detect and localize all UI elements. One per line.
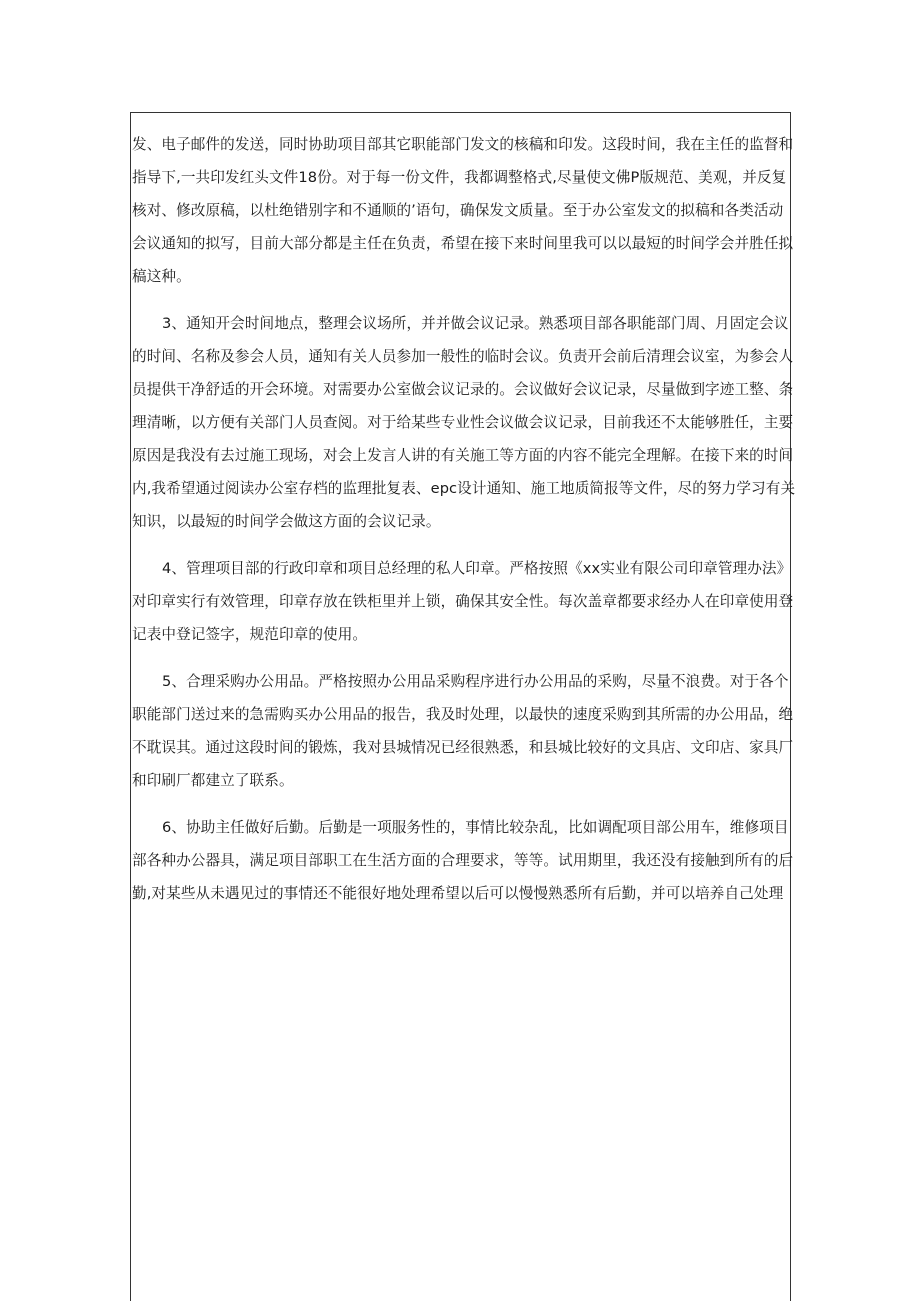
paragraph-continuation <box>132 128 794 293</box>
text-line: 核对、修改原稿，以杜绝错别字和不通顺的’语句，确保发文质量。至于办公室发文的拟稿和各类活动 <box>132 202 784 219</box>
text-line: 稿这种。 <box>132 268 191 285</box>
text-line: 记表中登记签字，规范印章的使用。 <box>132 626 368 643</box>
text-line: 3、通知开会时间地点，整理会议场所，并并做会议记录。熟悉项目部各职能部门周、月固定会议 <box>162 315 789 332</box>
text-line: 发、电子邮件的发送，同时协助项目部其它职能部门发文的核稿和印发。这段时间，我在主任的监督和 <box>132 136 794 153</box>
document-body <box>132 128 794 924</box>
text-line: 勤,对某些从未遇见过的事情还不能很好地处理希望以后可以慢慢熟悉所有后勤，并可以培养自己处理 <box>132 885 784 902</box>
text-line: 原因是我没有去过施工现场，对会上发言人讲的有关施工等方面的内容不能完全理解。在接下来的时间 <box>132 447 794 464</box>
text-line: 6、协助主任做好后勤。后勤是一项服务性的，事情比较杂乱，比如调配项目部公用车，维修项目 <box>162 819 789 836</box>
text-line: 5、合理采购办公用品。严格按照办公用品采购程序进行办公用品的采购，尽量不浪费。对于各个 <box>162 673 789 690</box>
text-line: 理清晰，以方便有关部门人员查阅。对于给某些专业性会议做会议记录，目前我还不太能够胜任，主要 <box>132 414 794 431</box>
text-line: 知识，以最短的时间学会做这方面的会议记录。 <box>132 513 441 530</box>
text-line: 会议通知的拟写，目前大部分都是主任在负责，希望在接下来时间里我可以以最短的时间学会并胜任拟 <box>132 235 794 252</box>
text-line: 部各种办公器具，满足项目部职工在生活方面的合理要求，等等。试用期里，我还没有接触到所有的后 <box>132 852 794 869</box>
paragraph-item-3 <box>132 307 794 538</box>
text-line: 和印刷厂都建立了联系。 <box>132 772 294 789</box>
text-line: 员提供干净舒适的开会环境。对需要办公室做会议记录的。会议做好会议记录，尽量做到字迹工整、条 <box>132 381 794 398</box>
text-line: 4、管理项目部的行政印章和项目总经理的私人印章。严格按照《xx实业有限公司印章管理办法》 <box>162 560 792 577</box>
text-line: 职能部门送过来的急需购买办公用品的报告，我及时处理，以最快的速度采购到其所需的办公用品，绝 <box>132 706 794 723</box>
paragraph-item-5 <box>132 665 794 797</box>
text-line: 指导下,一共印发红头文件18份。对于每一份文件，我都调整格式,尽量使文佛P版规范、美观，并反复 <box>132 169 787 186</box>
text-line: 内,我希望通过阅读办公室存档的监理批复表、epc设计通知、施工地质简报等文件，尽的努力学习有关 <box>132 480 796 497</box>
text-line: 的时间、名称及参会人员，通知有关人员参加一般性的临时会议。负责开会前后清理会议室，为参会人 <box>132 348 794 365</box>
text-line: 不耽误其。通过这段时间的锻炼，我对县城情况已经很熟悉，和县城比较好的文具店、文印店、家具厂 <box>132 739 794 756</box>
paragraph-item-6 <box>132 811 794 910</box>
paragraph-item-4 <box>132 552 794 651</box>
text-line: 对印章实行有效管理，印章存放在铁柜里并上锁，确保其安全性。每次盖章都要求经办人在印章使用登 <box>132 593 794 610</box>
